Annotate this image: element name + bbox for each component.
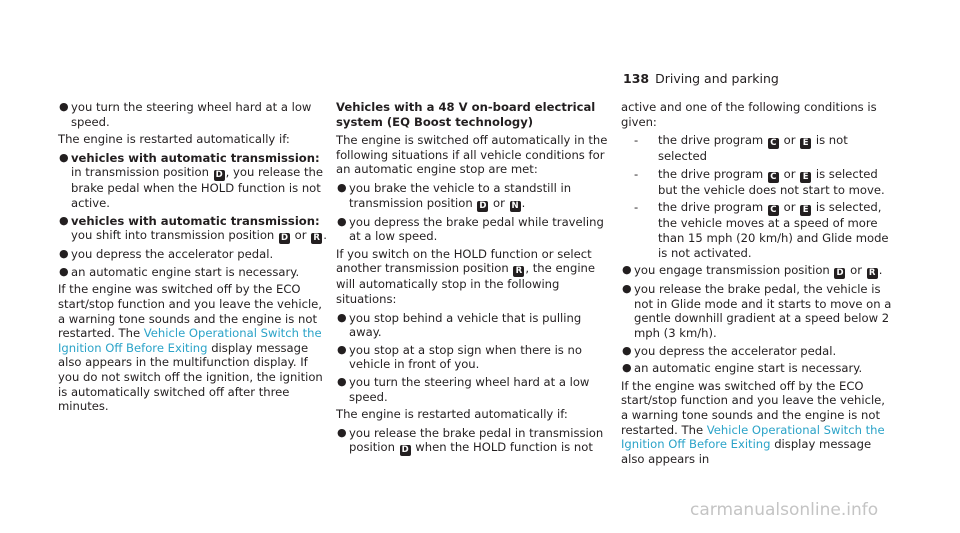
gear-d-key-icon: D bbox=[215, 170, 223, 181]
bullet-icon: ● bbox=[622, 361, 632, 375]
bullet-icon: ● bbox=[337, 310, 347, 324]
bullet-icon: ● bbox=[337, 342, 347, 356]
paragraph: If the engine was switched off by the ECO start/stop function and you leave the vehicle, a warning tone sounds and the engine is not restarted. The Vehicle Operational Switch the Ignition Off Before Exiting display message also appears in bbox=[621, 378, 885, 466]
column-left bbox=[58, 100, 330, 418]
drive-program-e-key-icon: E bbox=[800, 138, 811, 149]
gear-d-key-icon: D bbox=[479, 200, 487, 211]
list-item: ● an automatic engine start is necessary. bbox=[59, 264, 300, 279]
section-title: Driving and parking bbox=[655, 71, 779, 86]
list-item: ● vehicles with automatic transmission: you shift into transmission position D or R . bbox=[59, 213, 327, 244]
gear-r-key-icon: R bbox=[867, 268, 878, 279]
list-item: ● you depress the accelerator pedal. bbox=[622, 343, 837, 358]
drive-program-c-key-icon: C bbox=[768, 205, 779, 216]
gear-d-key-icon: D bbox=[401, 445, 409, 456]
list-item: ● an automatic engine start is necessary. bbox=[622, 361, 863, 376]
list-item: - the drive program C or E is selected, the vehicle moves at a speed of more than 15 mph (20 km/h) and Glide mode is not activated. bbox=[634, 200, 889, 260]
gear-d-key-icon: D bbox=[280, 233, 288, 244]
list-item: - the drive program C or E is selected but the vehicle does not start to move. bbox=[634, 166, 885, 197]
drive-program-c-key-icon: C bbox=[768, 172, 779, 183]
bullet-icon: ● bbox=[59, 213, 69, 227]
list-item: ● you depress the accelerator pedal. bbox=[59, 247, 274, 262]
bullet-icon: ● bbox=[337, 214, 347, 228]
bullet-icon: ● bbox=[59, 247, 69, 261]
page-header bbox=[623, 72, 779, 86]
gear-r-key-icon: R bbox=[513, 266, 524, 277]
section-heading: Vehicles with a 48 V on-board electrical system (EQ Boost technology) bbox=[336, 100, 596, 129]
drive-program-e-key-icon: E bbox=[800, 205, 811, 216]
list-item: ● you brake the vehicle to a standstill in transmission position D or N . bbox=[337, 180, 572, 211]
bullet-icon: ● bbox=[622, 282, 632, 296]
bullet-icon: ● bbox=[337, 374, 347, 388]
list-item: ● you turn the steering wheel hard at a low speed. bbox=[59, 100, 312, 129]
display-message-link[interactable]: Vehicle Operational Switch the Ignition Off Before Exiting bbox=[58, 326, 322, 355]
gear-d-key-icon: D bbox=[836, 268, 844, 279]
paragraph: The engine is switched off automatically in the following situations if all vehicle conditions for an automatic engine stop are met: bbox=[336, 133, 608, 177]
column-middle bbox=[336, 100, 608, 459]
page-number: 138 bbox=[623, 71, 650, 86]
list-item: ● you stop at a stop sign when there is no vehicle in front of you. bbox=[337, 342, 582, 372]
drive-program-e-key-icon: E bbox=[800, 172, 811, 183]
gear-r-key-icon: R bbox=[311, 233, 322, 244]
gear-n-key-icon: N bbox=[511, 200, 519, 211]
list-item: ● you stop behind a vehicle that is pulling away. bbox=[337, 310, 582, 340]
dash-icon: - bbox=[634, 200, 639, 215]
bullet-icon: ● bbox=[622, 263, 632, 277]
bullet-icon: ● bbox=[59, 100, 69, 113]
drive-program-c-key-icon: C bbox=[768, 138, 779, 149]
dash-icon: - bbox=[634, 166, 639, 181]
paragraph: The engine is restarted automatically if: bbox=[336, 407, 568, 422]
bullet-icon: ● bbox=[59, 150, 69, 164]
bullet-icon: ● bbox=[59, 264, 69, 278]
paragraph: If the engine was switched off by the ECO start/stop function and you leave the vehicle, a warning tone sounds and the engine is not restarted. The Vehicle Operational Switch the Ignition Off Before Exiting display message also appears in the multifunction display. If you do not switch off the ignition, the ignition is automatically switched off after three minutes. bbox=[58, 282, 323, 414]
list-item: ● you depress the brake pedal while traveling at a low speed. bbox=[337, 214, 604, 244]
dash-icon: - bbox=[634, 133, 639, 148]
list-item: ● you turn the steering wheel hard at a low speed. bbox=[337, 374, 590, 404]
paragraph: If you switch on the HOLD function or select another transmission position R , the engine will automatically stop in the following situations: bbox=[336, 246, 596, 306]
column-right bbox=[621, 100, 893, 470]
display-message-link[interactable]: Vehicle Operational Switch the Ignition Off Before Exiting bbox=[621, 422, 885, 452]
list-item: ● you release the brake pedal in transmission position D when the HOLD function is not bbox=[337, 425, 604, 456]
list-item: ● you release the brake pedal, the vehicle is not in Glide mode and it starts to move on a gentle downhill gradient at a speed below 2 mph (3 km/h). bbox=[622, 282, 892, 340]
bullet-icon: ● bbox=[337, 425, 347, 439]
list-item: - the drive program C or E is not selected bbox=[634, 133, 848, 164]
list-item: ● you engage transmission position D or R . bbox=[622, 263, 883, 279]
bullet-icon: ● bbox=[622, 343, 632, 357]
paragraph: active and one of the following conditions is given: bbox=[621, 100, 877, 129]
list-item: ● vehicles with automatic transmission: in transmission position D , you release the brake pedal when the HOLD function is not active. bbox=[59, 150, 323, 210]
watermark: carmanualsonline.info bbox=[690, 500, 879, 520]
paragraph: The engine is restarted automatically if: bbox=[58, 132, 290, 147]
bullet-icon: ● bbox=[337, 180, 347, 194]
